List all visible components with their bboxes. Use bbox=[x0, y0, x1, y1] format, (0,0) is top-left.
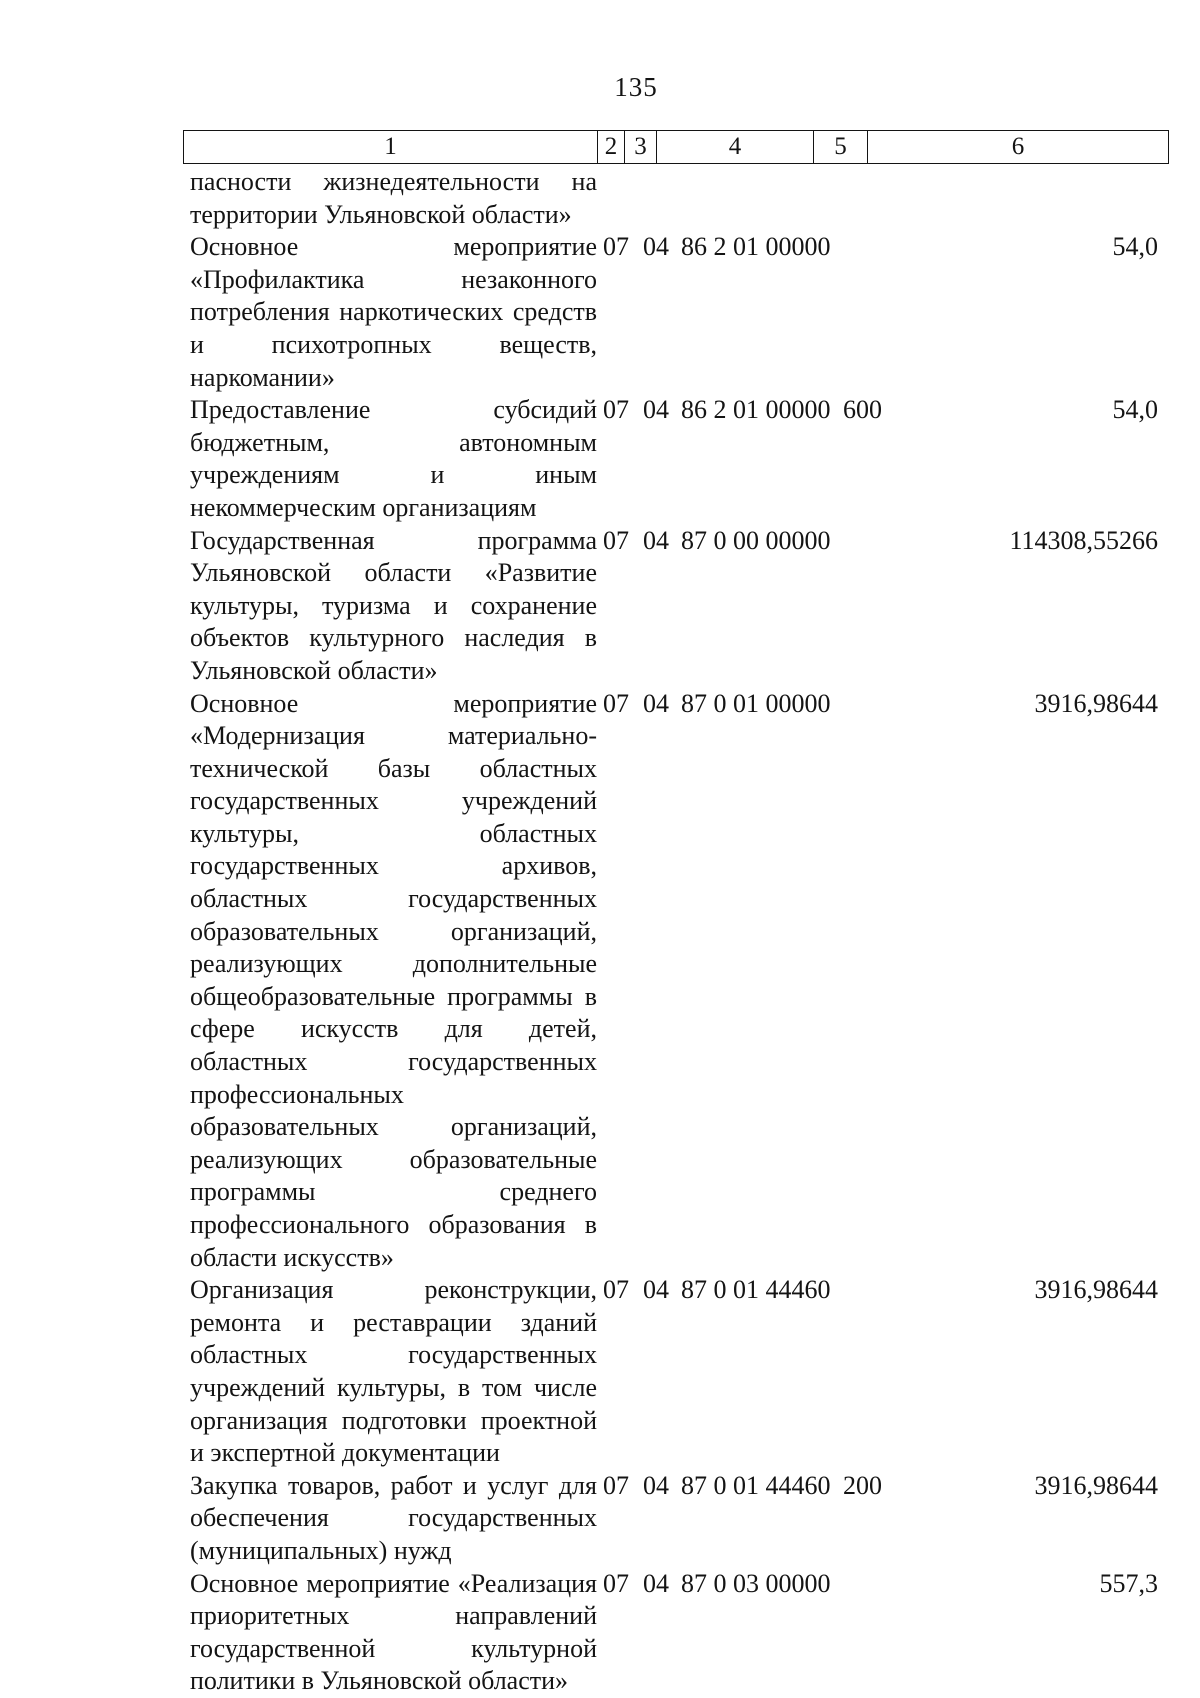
row-amount: 557,3 bbox=[1099, 1568, 1158, 1598]
row-description: Организация реконструкции, ремонта и реставрации зданий областных государственных учреждений культуры, в том числе организация подготовки проектной и экспертной документации bbox=[190, 1275, 597, 1468]
table-header bbox=[183, 130, 1169, 164]
row-expense-type: 200 bbox=[843, 1470, 882, 1500]
table-row bbox=[190, 1568, 1168, 1698]
column-header-4: 4 bbox=[657, 131, 814, 164]
row-target-article: 86 2 01 00000 bbox=[681, 232, 831, 262]
row-target-article: 87 0 03 00000 bbox=[681, 1568, 831, 1598]
row-description: Основное мероприятие «Профилактика незаконного потребления наркотических средств и психотропных веществ, наркомании» bbox=[190, 232, 597, 392]
row-target-article: 87 0 01 00000 bbox=[681, 688, 831, 718]
row-expense-type bbox=[843, 166, 913, 231]
row-subsection: 04 bbox=[643, 1275, 669, 1305]
column-header-5: 5 bbox=[814, 131, 868, 164]
row-amount: 3916,98644 bbox=[1034, 1470, 1158, 1500]
row-section: 07 bbox=[603, 525, 629, 555]
row-expense-type bbox=[843, 688, 913, 1275]
row-target-article: 87 0 00 00000 bbox=[681, 525, 831, 555]
row-target-article: 86 2 01 00000 bbox=[681, 395, 831, 425]
column-header-1: 1 bbox=[184, 131, 598, 164]
row-target-article bbox=[681, 166, 843, 231]
row-amount bbox=[913, 166, 1168, 231]
column-header-6: 6 bbox=[868, 131, 1169, 164]
row-section bbox=[603, 166, 643, 231]
table-row bbox=[190, 1470, 1168, 1568]
row-section: 07 bbox=[603, 395, 629, 425]
table-row bbox=[190, 394, 1168, 524]
row-description: Основное мероприятие «Модернизация материально-технической базы областных государственных учреждений культуры, областных государственных архивов, областных государственных образовательных организаций, реализующих дополнительные общеобразовательные программы в сфере искусств для детей, областных государственных профессиональных образовательных организаций, реализующих образовательные программы среднего профессионального образования в области искусств» bbox=[190, 688, 597, 1272]
row-target-article: 87 0 01 44460 bbox=[681, 1470, 831, 1500]
table-row bbox=[190, 525, 1168, 688]
table-row bbox=[190, 166, 1168, 231]
row-subsection: 04 bbox=[643, 395, 669, 425]
row-section: 07 bbox=[603, 232, 629, 262]
row-expense-type bbox=[843, 231, 913, 394]
row-section: 07 bbox=[603, 1568, 629, 1598]
row-section: 07 bbox=[603, 1470, 629, 1500]
row-expense-type bbox=[843, 1568, 913, 1698]
row-amount: 3916,98644 bbox=[1034, 688, 1158, 718]
row-subsection: 04 bbox=[643, 688, 669, 718]
row-description: пасности жизнедеятельности на территории Ульяновской области» bbox=[190, 167, 597, 229]
page-number: 135 bbox=[614, 72, 658, 102]
row-subsection: 04 bbox=[643, 1568, 669, 1598]
row-expense-type bbox=[843, 525, 913, 688]
row-description: Государственная программа Ульяновской области «Развитие культуры, туризма и сохранение объектов культурного наследия в Ульяновской области» bbox=[190, 525, 597, 685]
row-subsection: 04 bbox=[643, 232, 669, 262]
row-amount: 114308,55266 bbox=[1009, 525, 1158, 555]
table-row bbox=[190, 231, 1168, 394]
row-description: Закупка товаров, работ и услуг для обеспечения государственных (муниципальных) нужд bbox=[190, 1470, 597, 1565]
column-header-3: 3 bbox=[625, 131, 657, 164]
table-row bbox=[190, 1274, 1168, 1470]
table-row bbox=[190, 688, 1168, 1275]
row-expense-type bbox=[843, 1274, 913, 1470]
row-section: 07 bbox=[603, 1275, 629, 1305]
row-description: Предоставление субсидий бюджетным, автономным учреждениям и иным некоммерческим организациям bbox=[190, 395, 597, 522]
column-header-2: 2 bbox=[598, 131, 625, 164]
row-target-article: 87 0 01 44460 bbox=[681, 1275, 831, 1305]
row-amount: 54,0 bbox=[1112, 395, 1158, 425]
row-amount: 54,0 bbox=[1112, 232, 1158, 262]
row-amount: 3916,98644 bbox=[1034, 1275, 1158, 1305]
row-subsection bbox=[643, 166, 681, 231]
row-section: 07 bbox=[603, 688, 629, 718]
budget-table bbox=[190, 166, 1168, 1698]
row-subsection: 04 bbox=[643, 525, 669, 555]
row-description: Основное мероприятие «Реализация приоритетных направлений государственной культурной политики в Ульяновской области» bbox=[190, 1568, 597, 1696]
row-expense-type: 600 bbox=[843, 395, 882, 425]
row-subsection: 04 bbox=[643, 1470, 669, 1500]
